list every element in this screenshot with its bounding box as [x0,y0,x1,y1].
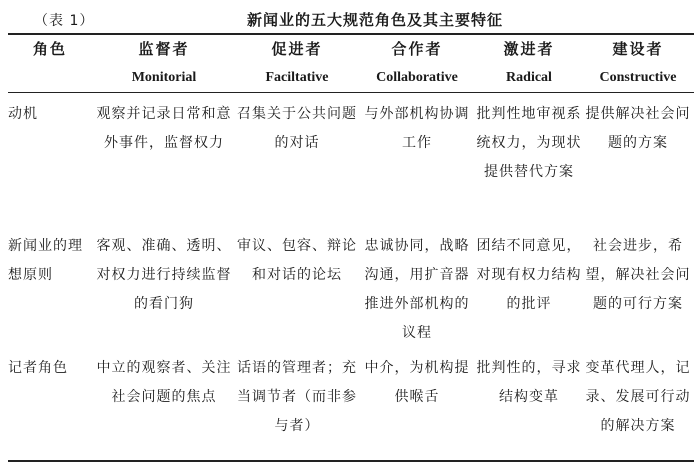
column-header-en: Monitorial [131,70,197,85]
table-cell: 忠诚协同，战略沟通，用扩音器推进外部机构的议程 [364,238,470,341]
column-header-zh: 角色 [32,40,67,58]
table-caption [0,4,700,30]
column-header-zh: 促进者 [271,40,323,58]
table-cell: 变革代理人，记录、发展可行动的解决方案 [585,360,691,434]
spacer-row [8,91,694,100]
column-header-zh: 监督者 [138,40,190,58]
table-cell: 提供解决社会问题的方案 [585,106,691,151]
table-title: 新闻业的五大规范角色及其主要特征 [246,11,503,29]
table-cell: 中立的观察者、关注社会问题的焦点 [96,360,232,405]
table-cell: 批判性的，寻求结构变革 [476,360,582,405]
table-cell: 中介，为机构提供喉舌 [364,360,470,405]
table-cell: 话语的管理者；充当调节者（而非参与者） [237,360,357,434]
column-header-en: Faciltative [265,70,329,85]
header-row [8,36,694,91]
table-cell: 客观、准确、透明、对权力进行持续监督的看门狗 [96,238,232,312]
column-header-role [8,36,92,91]
table-cell: 审议、包容、辩论和对话的论坛 [237,238,357,283]
column-header-monitorial [92,36,236,91]
column-header-collaborative [358,36,476,91]
row-label: 记者角色 [8,360,68,376]
roles-table [8,36,694,464]
table-cell: 社会进步，希望，解决社会问题的可行方案 [585,238,691,312]
column-header-radical [476,36,582,91]
column-header-constructive [582,36,694,91]
column-header-en: Radical [506,70,552,85]
table-number: （表 1） [34,13,95,29]
table-row-ideal-principles [8,232,694,354]
column-header-en: Constructive [599,70,677,85]
table-cell: 召集关于公共问题的对话 [237,106,357,151]
column-header-facilitative [236,36,358,91]
top-rule [8,33,694,35]
row-label: 新闻业的理想原则 [8,238,83,283]
table-cell: 与外部机构协调工作 [364,106,470,151]
table-cell: 团结不同意见，对现有权力结构的批评 [476,238,582,312]
table-cell: 批判性地审视系统权力，为现状提供替代方案 [476,106,582,180]
column-header-en: Collaborative [376,70,458,85]
table-row-motivation [8,100,694,232]
table-row-journalist-role [8,354,694,464]
column-header-zh: 建设者 [612,40,664,58]
table-cell: 观察并记录日常和意外事件，监督权力 [96,106,232,151]
column-header-zh: 激进者 [503,40,555,58]
column-header-zh: 合作者 [391,40,443,58]
row-label: 动机 [8,106,38,122]
